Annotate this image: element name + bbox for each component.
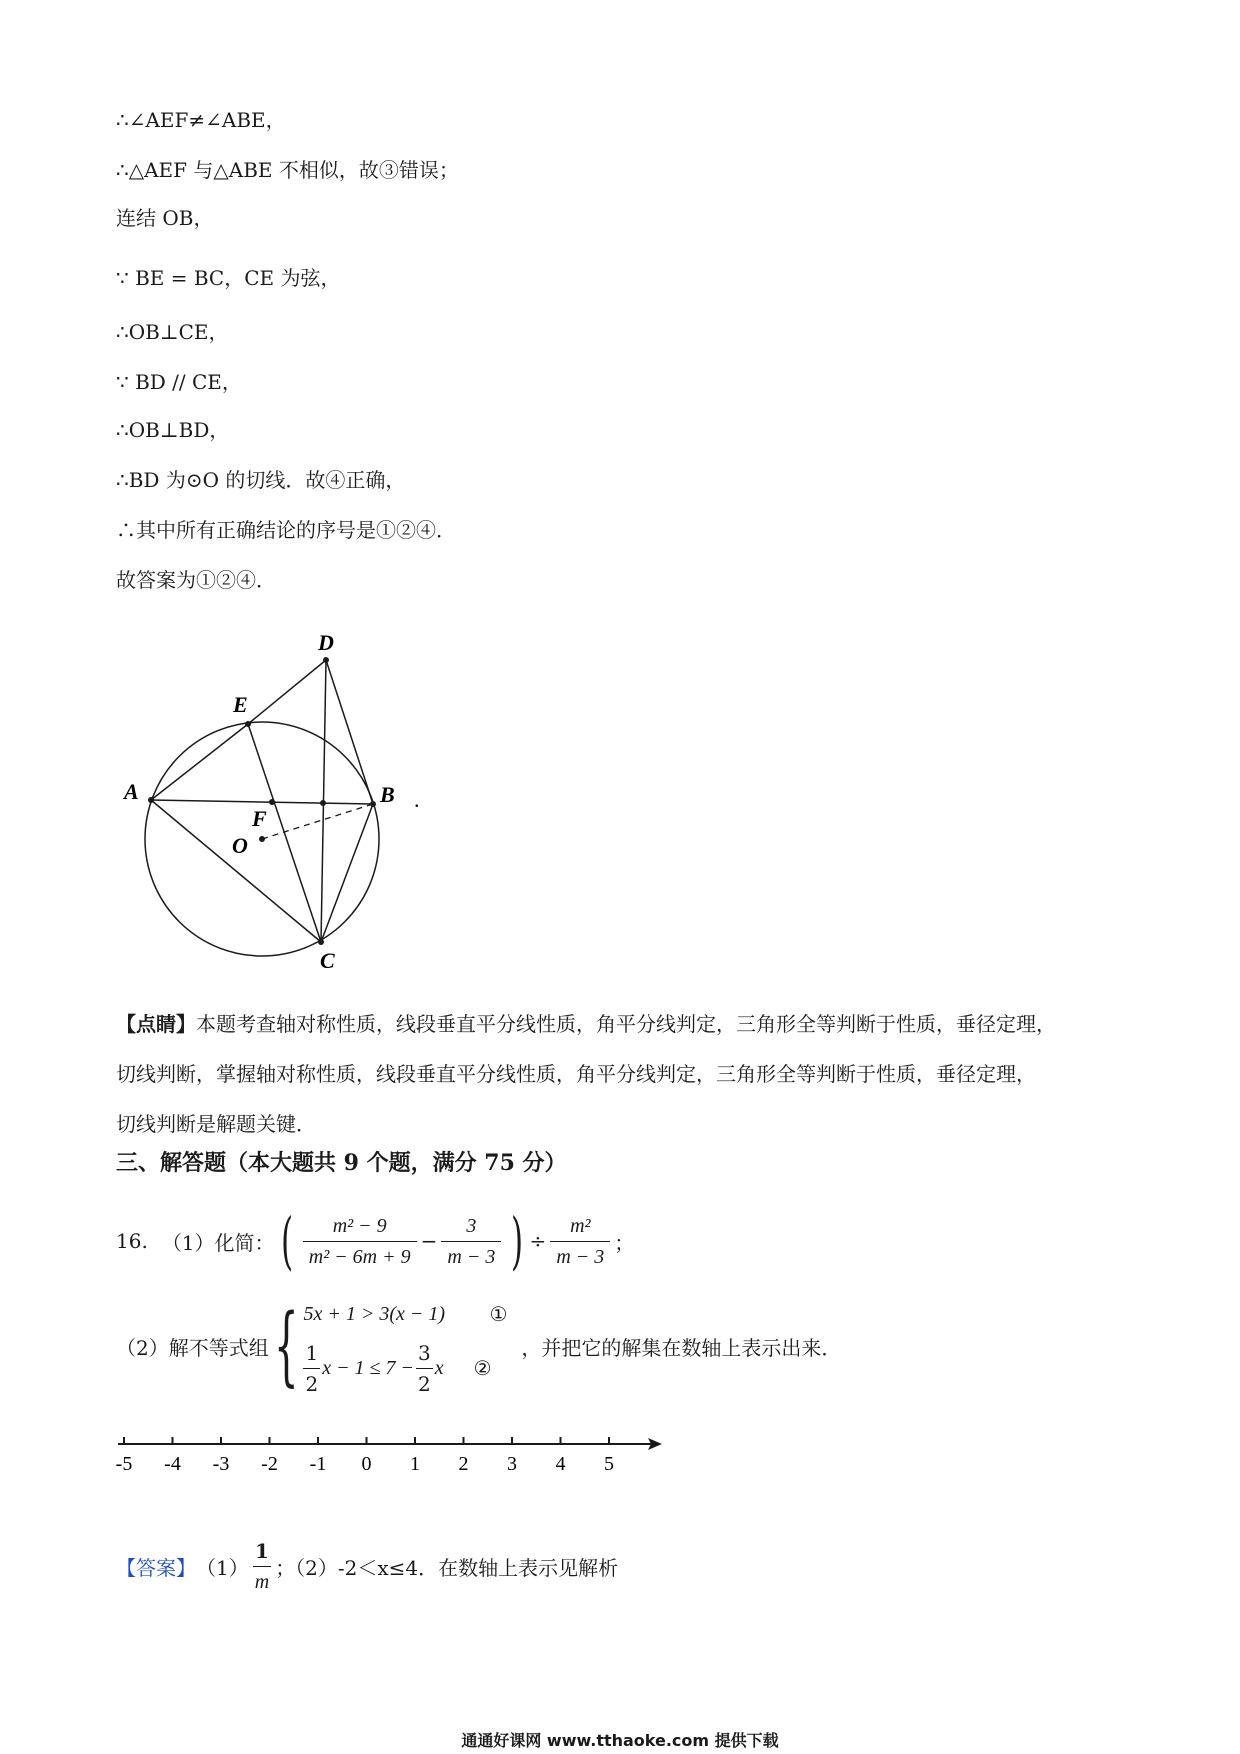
inequality-2-frac-a-num: 1 bbox=[303, 1338, 320, 1369]
fraction-2-den: m − 3 bbox=[447, 1245, 496, 1268]
label-f: F bbox=[252, 806, 267, 831]
fraction-1-num: m² − 9 bbox=[303, 1211, 417, 1242]
number-line-tick-label: -5 bbox=[115, 1453, 133, 1475]
label-a: A bbox=[124, 779, 139, 804]
number-line-tick-label: 2 bbox=[458, 1453, 469, 1475]
point-f bbox=[269, 799, 275, 805]
point-b bbox=[370, 801, 376, 807]
number-line-tick-label: -4 bbox=[164, 1453, 181, 1475]
proof-line-10: 故答案为①②④． bbox=[116, 568, 276, 592]
label-d: D bbox=[318, 630, 334, 655]
note-line-1 bbox=[116, 1010, 1056, 1038]
number-line bbox=[110, 1424, 670, 1486]
number-line-tick-label: -2 bbox=[261, 1453, 278, 1475]
number-line-tick-label: -3 bbox=[212, 1453, 230, 1475]
note-line-3: 切线判断是解题关键． bbox=[116, 1112, 316, 1136]
q16-part1 bbox=[116, 1206, 634, 1276]
segment-ec bbox=[248, 724, 321, 942]
q16-number: 16. bbox=[116, 1229, 148, 1253]
number-line-tick-label: 5 bbox=[604, 1453, 614, 1475]
inequality-2-frac-b-den: 2 bbox=[418, 1371, 431, 1396]
point-c bbox=[318, 939, 324, 945]
inequality-2-frac-a-den: 2 bbox=[305, 1371, 319, 1396]
minus-sign: − bbox=[420, 1229, 438, 1253]
segment-ab bbox=[151, 800, 373, 804]
proof-line-9: ∴其中所有正确结论的序号是①②④． bbox=[116, 518, 456, 542]
answer-rest: ；（2）-2＜x≤4．在数轴上表示见解析 bbox=[275, 1556, 619, 1580]
q16-part2 bbox=[116, 1292, 841, 1400]
q16-part2-prefix: （2）解不等式组 bbox=[116, 1335, 269, 1360]
proof-line-5: ∴OB⊥CE， bbox=[116, 320, 229, 344]
inequality-system bbox=[303, 1292, 507, 1400]
inequality-2-frac-b bbox=[416, 1338, 433, 1399]
answer-line bbox=[116, 1536, 618, 1597]
fraction-3-num: m² bbox=[550, 1211, 610, 1242]
point-d bbox=[323, 657, 329, 663]
divide-sign: ÷ bbox=[529, 1229, 547, 1253]
answer-fraction bbox=[253, 1536, 271, 1597]
fraction-1 bbox=[303, 1211, 417, 1272]
number-line-tick-label: 4 bbox=[555, 1453, 566, 1475]
inequality-1-mark: ① bbox=[489, 1302, 508, 1326]
page-footer: 通通好课网 www.tthaoke.com 提供下载 bbox=[461, 1731, 779, 1750]
number-line-tick-label: -1 bbox=[309, 1453, 327, 1475]
q16-part1-suffix: ； bbox=[614, 1230, 635, 1255]
fraction-1-den: m² − 6m + 9 bbox=[308, 1245, 411, 1268]
number-line-tick-label: 1 bbox=[410, 1453, 420, 1475]
q16-part2-suffix: ，并把它的解集在数轴上表示出来． bbox=[521, 1335, 842, 1360]
fraction-3 bbox=[550, 1211, 610, 1272]
inequality-2-x: x bbox=[434, 1356, 444, 1379]
note-tag: 【点睛】 bbox=[116, 1012, 196, 1036]
answer-tag: 【答案】 bbox=[116, 1556, 196, 1580]
label-c: C bbox=[320, 948, 335, 973]
fraction-2-num: 3 bbox=[441, 1211, 501, 1242]
point-intersection bbox=[320, 800, 326, 806]
segment-ac bbox=[151, 800, 321, 942]
segment-ob-dashed bbox=[262, 804, 373, 839]
segment-bc bbox=[321, 804, 373, 942]
segment-ae bbox=[151, 724, 248, 800]
fraction-2 bbox=[441, 1211, 501, 1272]
proof-line-4: ∵ BE = BC，CE 为弦， bbox=[116, 266, 341, 290]
proof-line-1: ∴∠AEF≠∠ABE， bbox=[116, 108, 286, 132]
answer-part1: （1） bbox=[196, 1556, 249, 1580]
note-text-1: 本题考查轴对称性质，线段垂直平分线性质，角平分线判定，三角形全等判断于性质，垂径定理， bbox=[196, 1012, 1056, 1036]
inequality-2-frac-a bbox=[303, 1338, 320, 1399]
proof-line-2: ∴△AEF 与△ABE 不相似，故③错误； bbox=[116, 158, 459, 182]
q16-part1-prefix: （1）化简： bbox=[161, 1230, 275, 1255]
left-paren: ( bbox=[280, 1204, 293, 1277]
point-a bbox=[148, 797, 154, 803]
answer-fraction-num: 1 bbox=[253, 1536, 271, 1567]
proof-line-3: 连结 OB， bbox=[116, 206, 214, 230]
geometry-figure bbox=[110, 620, 440, 980]
label-e: E bbox=[233, 692, 248, 717]
inequality-2 bbox=[303, 1336, 507, 1400]
segment-db bbox=[326, 660, 373, 804]
label-b: B bbox=[380, 782, 395, 807]
inequality-1-text: 5x + 1 > 3(x − 1) bbox=[303, 1302, 446, 1325]
fraction-3-den: m − 3 bbox=[556, 1245, 605, 1268]
section-title: 三、解答题（本大题共 9 个题，满分 75 分） bbox=[116, 1150, 567, 1176]
number-line-tick-label: 3 bbox=[507, 1453, 517, 1475]
point-e bbox=[245, 721, 251, 727]
inequality-1 bbox=[303, 1292, 507, 1336]
label-o: O bbox=[232, 833, 248, 858]
answer-fraction-den: m bbox=[254, 1571, 270, 1593]
system-brace: { bbox=[273, 1296, 299, 1396]
inequality-2-mark: ② bbox=[473, 1356, 492, 1380]
trailing-dot: . bbox=[414, 787, 420, 812]
inequality-2-frac-b-num: 3 bbox=[416, 1338, 433, 1369]
proof-line-6: ∵ BD // CE， bbox=[116, 370, 242, 394]
segment-ed bbox=[248, 660, 326, 724]
proof-line-8: ∴BD 为⊙O 的切线．故④正确， bbox=[116, 468, 406, 492]
number-line-tick-label: 0 bbox=[361, 1453, 372, 1475]
right-paren: ) bbox=[511, 1204, 524, 1277]
note-line-2: 切线判断，掌握轴对称性质，线段垂直平分线性质，角平分线判定，三角形全等判断于性质，垂径定理， bbox=[116, 1062, 1036, 1086]
proof-line-7: ∴OB⊥BD， bbox=[116, 418, 230, 442]
inequality-2-mid: x − 1 ≤ 7 − bbox=[322, 1356, 415, 1379]
point-o bbox=[259, 836, 265, 842]
